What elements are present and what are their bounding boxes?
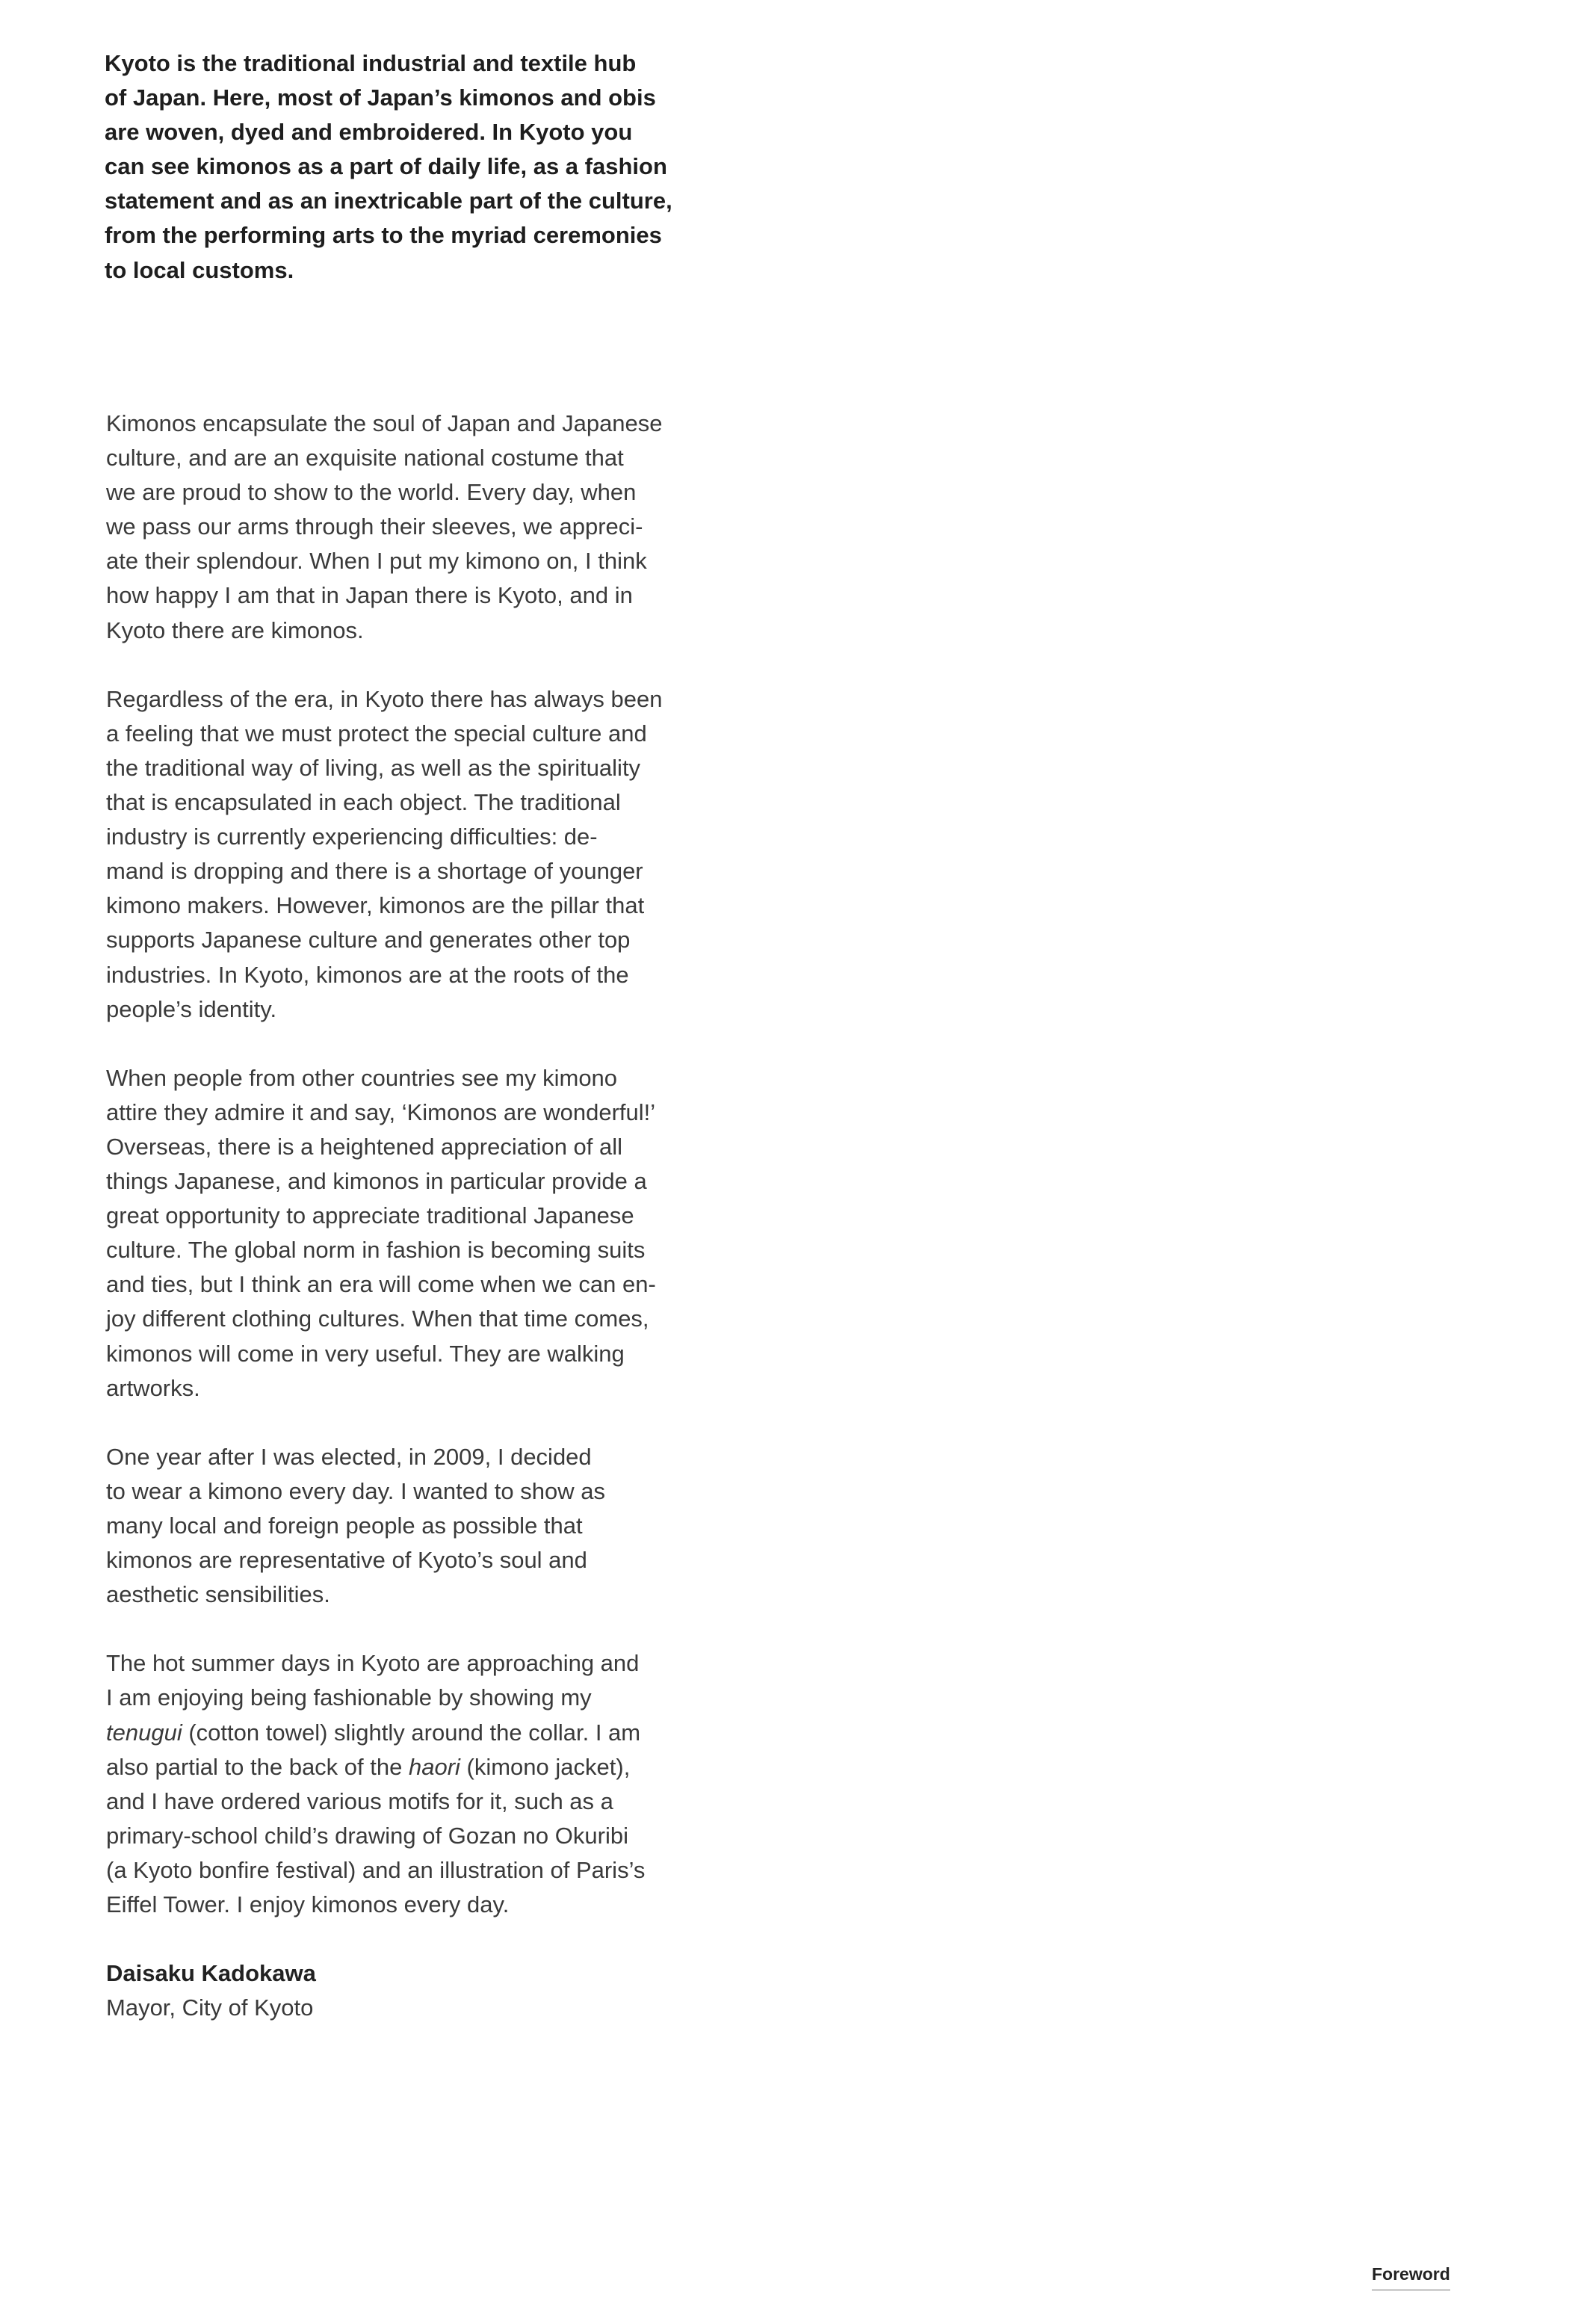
- intro-line: to local customs.: [105, 256, 294, 283]
- text-line: great opportunity to appreciate traditional Japanese: [106, 1202, 634, 1229]
- text-fragment: also partial to the back of the: [106, 1753, 409, 1780]
- paragraph-2: [106, 682, 779, 1027]
- intro-line: Kyoto is the traditional industrial and textile hub: [105, 50, 637, 76]
- text-line: When people from other countries see my kimono: [106, 1064, 618, 1091]
- paragraph-1: [106, 407, 779, 648]
- text-line: and ties, but I think an era will come when we can en-: [106, 1271, 656, 1298]
- text-line: [106, 1750, 779, 1784]
- text-line: we pass our arms through their sleeves, we appreci-: [106, 513, 643, 540]
- text-line: things Japanese, and kimonos in particular provide a: [106, 1168, 647, 1195]
- text-line: industry is currently experiencing difficulties: de-: [106, 823, 598, 850]
- text-line: artworks.: [106, 1374, 200, 1401]
- text-fragment: (kimono jacket),: [460, 1753, 631, 1780]
- paragraph-4: [106, 1440, 779, 1612]
- text-line: The hot summer days in Kyoto are approaching and: [106, 1650, 640, 1677]
- text-line: mand is dropping and there is a shortage of younger: [106, 858, 643, 885]
- text-line: and I have ordered various motifs for it, such as a: [106, 1787, 613, 1814]
- intro-line: of Japan. Here, most of Japan’s kimonos and obis: [105, 84, 656, 111]
- text-line: industries. In Kyoto, kimonos are at the roots of the: [106, 961, 629, 988]
- text-line: kimono makers. However, kimonos are the pillar that: [106, 892, 645, 919]
- text-line: a feeling that we must protect the special culture and: [106, 720, 647, 747]
- text-line: Kyoto there are kimonos.: [106, 616, 364, 643]
- paragraph-3: [106, 1061, 779, 1406]
- intro-line: can see kimonos as a part of daily life, as a fashion: [105, 153, 667, 180]
- text-line: Eiffel Tower. I enjoy kimonos every day.: [106, 1891, 510, 1918]
- intro-paragraph: [105, 46, 777, 288]
- text-line: One year after I was elected, in 2009, I decided: [106, 1443, 592, 1470]
- intro-line: from the performing arts to the myriad ceremonies: [105, 222, 662, 249]
- text-line: primary-school child’s drawing of Gozan no Okuribi: [106, 1822, 628, 1849]
- text-fragment: (cotton towel) slightly around the collar. I am: [182, 1719, 641, 1746]
- text-line: aesthetic sensibilities.: [106, 1581, 330, 1608]
- signature-title: Mayor, City of Kyoto: [106, 1994, 314, 2021]
- section-footer-label: Foreword: [1372, 2264, 1450, 2291]
- intro-line: statement and as an inextricable part of the culture,: [105, 188, 672, 214]
- body-text: [106, 407, 779, 2025]
- text-line: culture, and are an exquisite national costume that: [106, 445, 624, 472]
- paragraph-5: [106, 1646, 779, 1922]
- text-line: the traditional way of living, as well as the spirituality: [106, 754, 641, 781]
- text-line: Regardless of the era, in Kyoto there has always been: [106, 685, 663, 712]
- italic-term: haori: [408, 1753, 460, 1780]
- text-line: Kimonos encapsulate the soul of Japan and Japanese: [106, 410, 663, 436]
- text-line: (a Kyoto bonfire festival) and an illustration of Paris’s: [106, 1856, 646, 1883]
- text-line: Overseas, there is a heightened appreciation of all: [106, 1133, 623, 1160]
- text-line: I am enjoying being fashionable by showing my: [106, 1684, 592, 1711]
- text-line: joy different clothing cultures. When that time comes,: [106, 1305, 649, 1332]
- text-line: how happy I am that in Japan there is Kyoto, and in: [106, 582, 633, 609]
- text-line: to wear a kimono every day. I wanted to show as: [106, 1477, 605, 1504]
- text-line: many local and foreign people as possible that: [106, 1512, 583, 1539]
- text-line: attire they admire it and say, ‘Kimonos are wonderful!’: [106, 1098, 656, 1125]
- intro-line: are woven, dyed and embroidered. In Kyoto you: [105, 119, 633, 146]
- text-line: ate their splendour. When I put my kimono on, I think: [106, 548, 647, 575]
- text-line: [106, 1716, 779, 1750]
- text-line: kimonos will come in very useful. They are walking: [106, 1340, 625, 1367]
- italic-term: tenugui: [106, 1719, 182, 1746]
- signature-name: Daisaku Kadokawa: [106, 1960, 316, 1987]
- text-line: culture. The global norm in fashion is becoming suits: [106, 1237, 646, 1264]
- text-line: people’s identity.: [106, 995, 277, 1022]
- text-line: we are proud to show to the world. Every day, when: [106, 479, 637, 506]
- signature: [106, 1956, 779, 2025]
- text-line: that is encapsulated in each object. The traditional: [106, 789, 621, 816]
- text-line: kimonos are representative of Kyoto’s soul and: [106, 1547, 587, 1574]
- text-line: supports Japanese culture and generates other top: [106, 927, 631, 954]
